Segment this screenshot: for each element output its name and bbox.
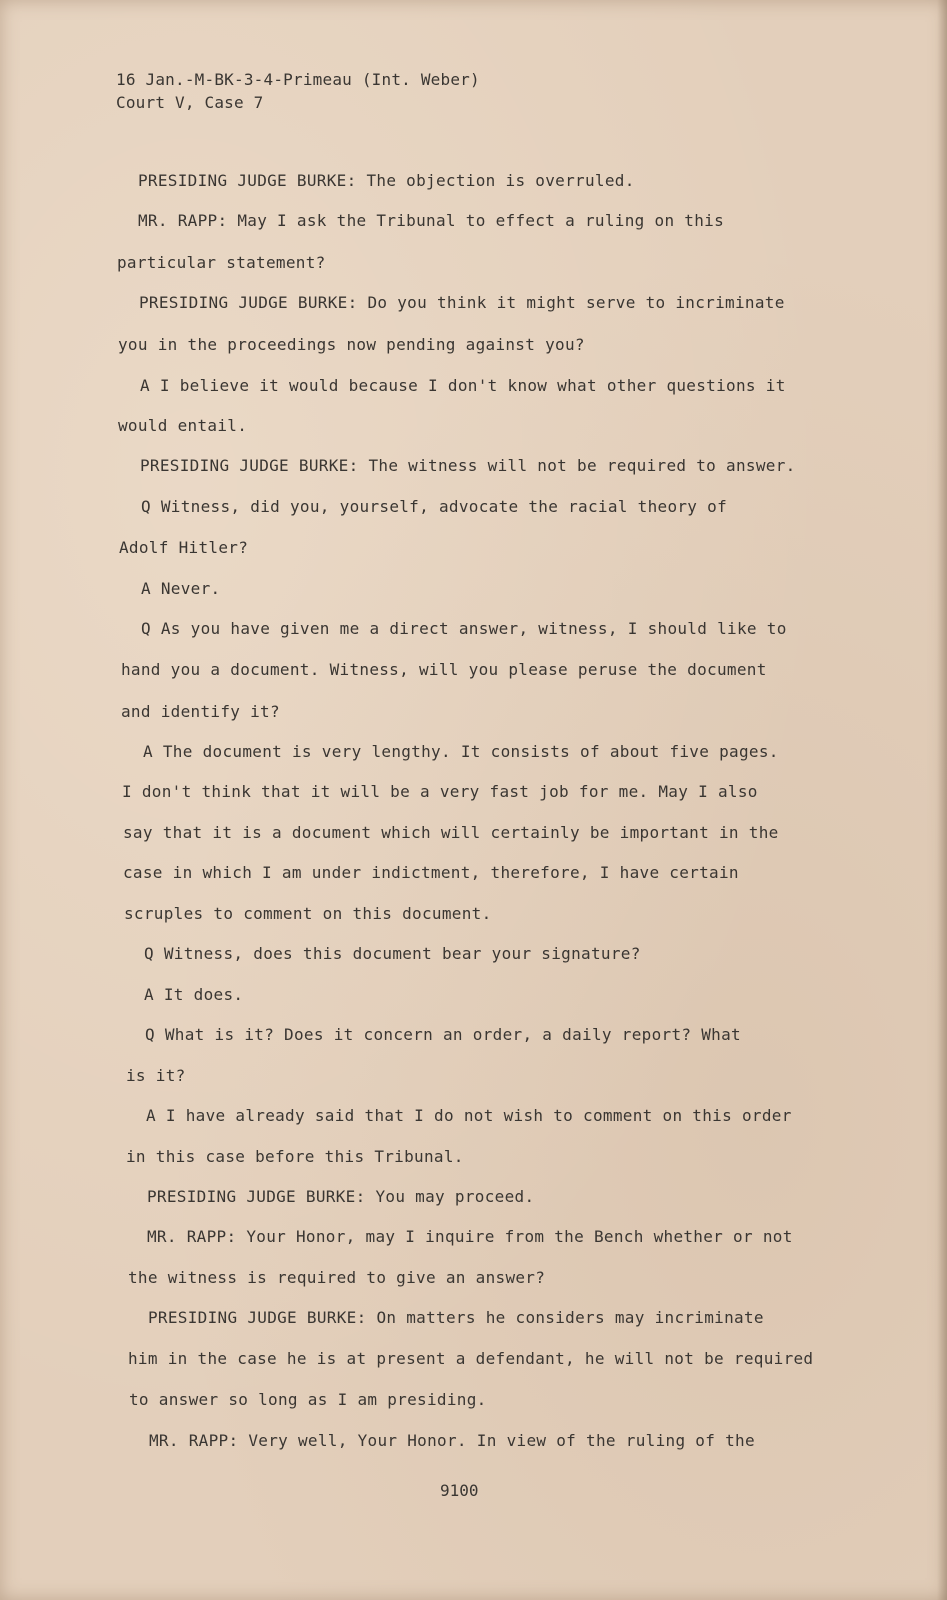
transcript-line: I don't think that it will be a very fast job for me. May I also bbox=[122, 782, 758, 801]
page-number: 9100 bbox=[440, 1481, 479, 1500]
transcript-line: would entail. bbox=[118, 416, 248, 435]
transcript-line: hand you a document. Witness, will you please peruse the document bbox=[121, 660, 767, 679]
transcript-line: PRESIDING JUDGE BURKE: The witness will not be required to answer. bbox=[140, 456, 796, 475]
transcript-line: PRESIDING JUDGE BURKE: The objection is overruled. bbox=[138, 171, 635, 190]
transcript-line: him in the case he is at present a defendant, he will not be required bbox=[128, 1349, 814, 1368]
transcript-line: A The document is very lengthy. It consists of about five pages. bbox=[143, 742, 779, 761]
transcript-line: particular statement? bbox=[117, 253, 326, 272]
transcript-line: you in the proceedings now pending against you? bbox=[118, 335, 585, 354]
transcript-line: MR. RAPP: May I ask the Tribunal to effect a ruling on this bbox=[138, 211, 725, 230]
transcript-line: Q What is it? Does it concern an order, a daily report? What bbox=[145, 1025, 741, 1044]
transcript-line: case in which I am under indictment, therefore, I have certain bbox=[123, 863, 739, 882]
transcript-line: Adolf Hitler? bbox=[119, 538, 249, 557]
transcript-line: PRESIDING JUDGE BURKE: You may proceed. bbox=[147, 1187, 535, 1206]
transcript-line: PRESIDING JUDGE BURKE: Do you think it might serve to incriminate bbox=[139, 293, 785, 312]
transcript-line: A I believe it would because I don't know what other questions it bbox=[140, 376, 786, 395]
transcript-line: MR. RAPP: Your Honor, may I inquire from the Bench whether or not bbox=[147, 1227, 793, 1246]
header-line-2: Court V, Case 7 bbox=[116, 93, 264, 112]
transcript-line: scruples to comment on this document. bbox=[124, 904, 492, 923]
transcript-line: A Never. bbox=[141, 579, 221, 598]
transcript-line: A It does. bbox=[144, 985, 244, 1004]
transcript-line: is it? bbox=[126, 1066, 186, 1085]
transcript-line: Q As you have given me a direct answer, witness, I should like to bbox=[141, 619, 787, 638]
transcript-line: to answer so long as I am presiding. bbox=[129, 1390, 487, 1409]
transcript-line: say that it is a document which will certainly be important in the bbox=[123, 823, 779, 842]
transcript-line: PRESIDING JUDGE BURKE: On matters he considers may incriminate bbox=[148, 1308, 764, 1327]
transcript-line: MR. RAPP: Very well, Your Honor. In view of the ruling of the bbox=[149, 1431, 755, 1450]
transcript-line: and identify it? bbox=[121, 702, 280, 721]
transcript-line: A I have already said that I do not wish to comment on this order bbox=[146, 1106, 792, 1125]
header-line-1: 16 Jan.-M-BK-3-4-Primeau (Int. Weber) bbox=[116, 70, 480, 89]
transcript-line: in this case before this Tribunal. bbox=[126, 1147, 464, 1166]
transcript-line: Q Witness, did you, yourself, advocate the racial theory of bbox=[141, 497, 728, 516]
transcript-line: Q Witness, does this document bear your signature? bbox=[144, 944, 641, 963]
transcript-line: the witness is required to give an answer? bbox=[128, 1268, 546, 1287]
